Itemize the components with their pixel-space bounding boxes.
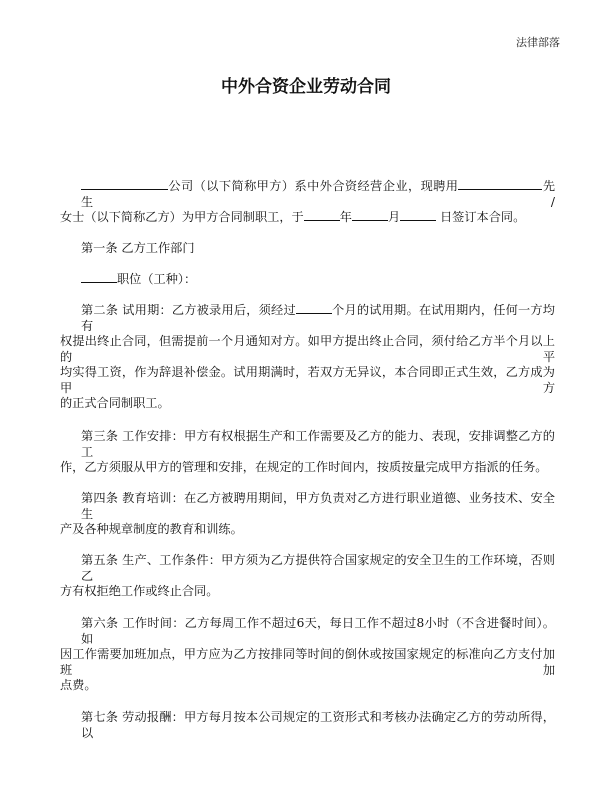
paragraph-line: 产及各种规章制度的教育和训练。 <box>60 522 243 536</box>
paragraph-line <box>60 209 555 225</box>
company-blank[interactable] <box>81 178 168 190</box>
paragraph-line <box>60 178 555 210</box>
text: 第二条 试用期：乙方被录用后，须经过 <box>81 303 296 317</box>
year-blank[interactable] <box>304 209 340 221</box>
header-label: 法律部落 <box>516 36 560 49</box>
paragraph-line: 作，乙方须服从甲方的管理和安排，在规定的工作时间内，按质按量完成甲方指派的任务。 <box>60 460 548 474</box>
paragraph-line: 第七条 劳动报酬：甲方每月按本公司规定的工资形式和考核办法确定乙方的劳动所得，以 <box>81 710 555 740</box>
employee-name-blank[interactable] <box>458 178 542 190</box>
paragraph-line: 均实得工资，作为辞退补偿金。试用期满时，若双方无异议，本合同即正式生效，乙方成为甲方 <box>60 365 555 395</box>
paragraph-line: 第四条 教育培训：在乙方被聘用期间，甲方负责对乙方进行职业道德、业务技术、安全生 <box>81 491 555 521</box>
article-1-heading: 第一条 乙方工作部门 <box>81 241 195 255</box>
document-title: 中外合资企业劳动合同 <box>221 77 391 97</box>
paragraph-line: 因工作需要加班加点，甲方应为乙方按排同等时间的倒休或按国家规定的标准向乙方支付加班加 <box>60 647 555 677</box>
position-blank[interactable] <box>81 271 117 283</box>
text: 公司（以下简称甲方）系中外合资经营企业，现聘用 <box>168 179 459 193</box>
paragraph-line <box>60 271 555 287</box>
paragraph-line: 第五条 生产、工作条件：甲方须为乙方提供符合国家规定的安全卫生的工作环境，否则乙 <box>81 553 555 583</box>
paragraph-line: 点费。 <box>60 678 97 692</box>
paragraph-line: 第三条 工作安排：甲方有权根据生产和工作需要及乙方的能力、表现，安排调整乙方的工 <box>81 429 555 459</box>
paragraph-line <box>60 302 555 334</box>
paragraph-line: 第六条 工作时间：乙方每周工作不超过6天，每日工作不超过8小时（不含进餐时间）。如 <box>81 616 555 646</box>
day-blank[interactable] <box>400 209 436 221</box>
probation-months-blank[interactable] <box>296 302 332 314</box>
text: 月 <box>387 210 401 224</box>
text: 职位（工种）： <box>117 272 197 286</box>
month-blank[interactable] <box>352 209 388 221</box>
text: 女士（以下简称乙方）为甲方合同制职工，于 <box>60 210 304 224</box>
paragraph-line: 方有权拒绝工作或终止合同。 <box>60 584 219 598</box>
paragraph-line: 的正式合同制职工。 <box>60 396 170 410</box>
paragraph-line: 权提出终止合同，但需提前一个月通知对方。如甲方提出终止合同，须付给乙方半个月以上的平 <box>60 334 555 364</box>
text: 日签订本合同。 <box>436 210 526 224</box>
text: 年 <box>339 210 352 224</box>
text: 先生/ <box>81 179 556 209</box>
text: 个月的试用期。在试用期内，任何一方均有 <box>81 303 555 333</box>
